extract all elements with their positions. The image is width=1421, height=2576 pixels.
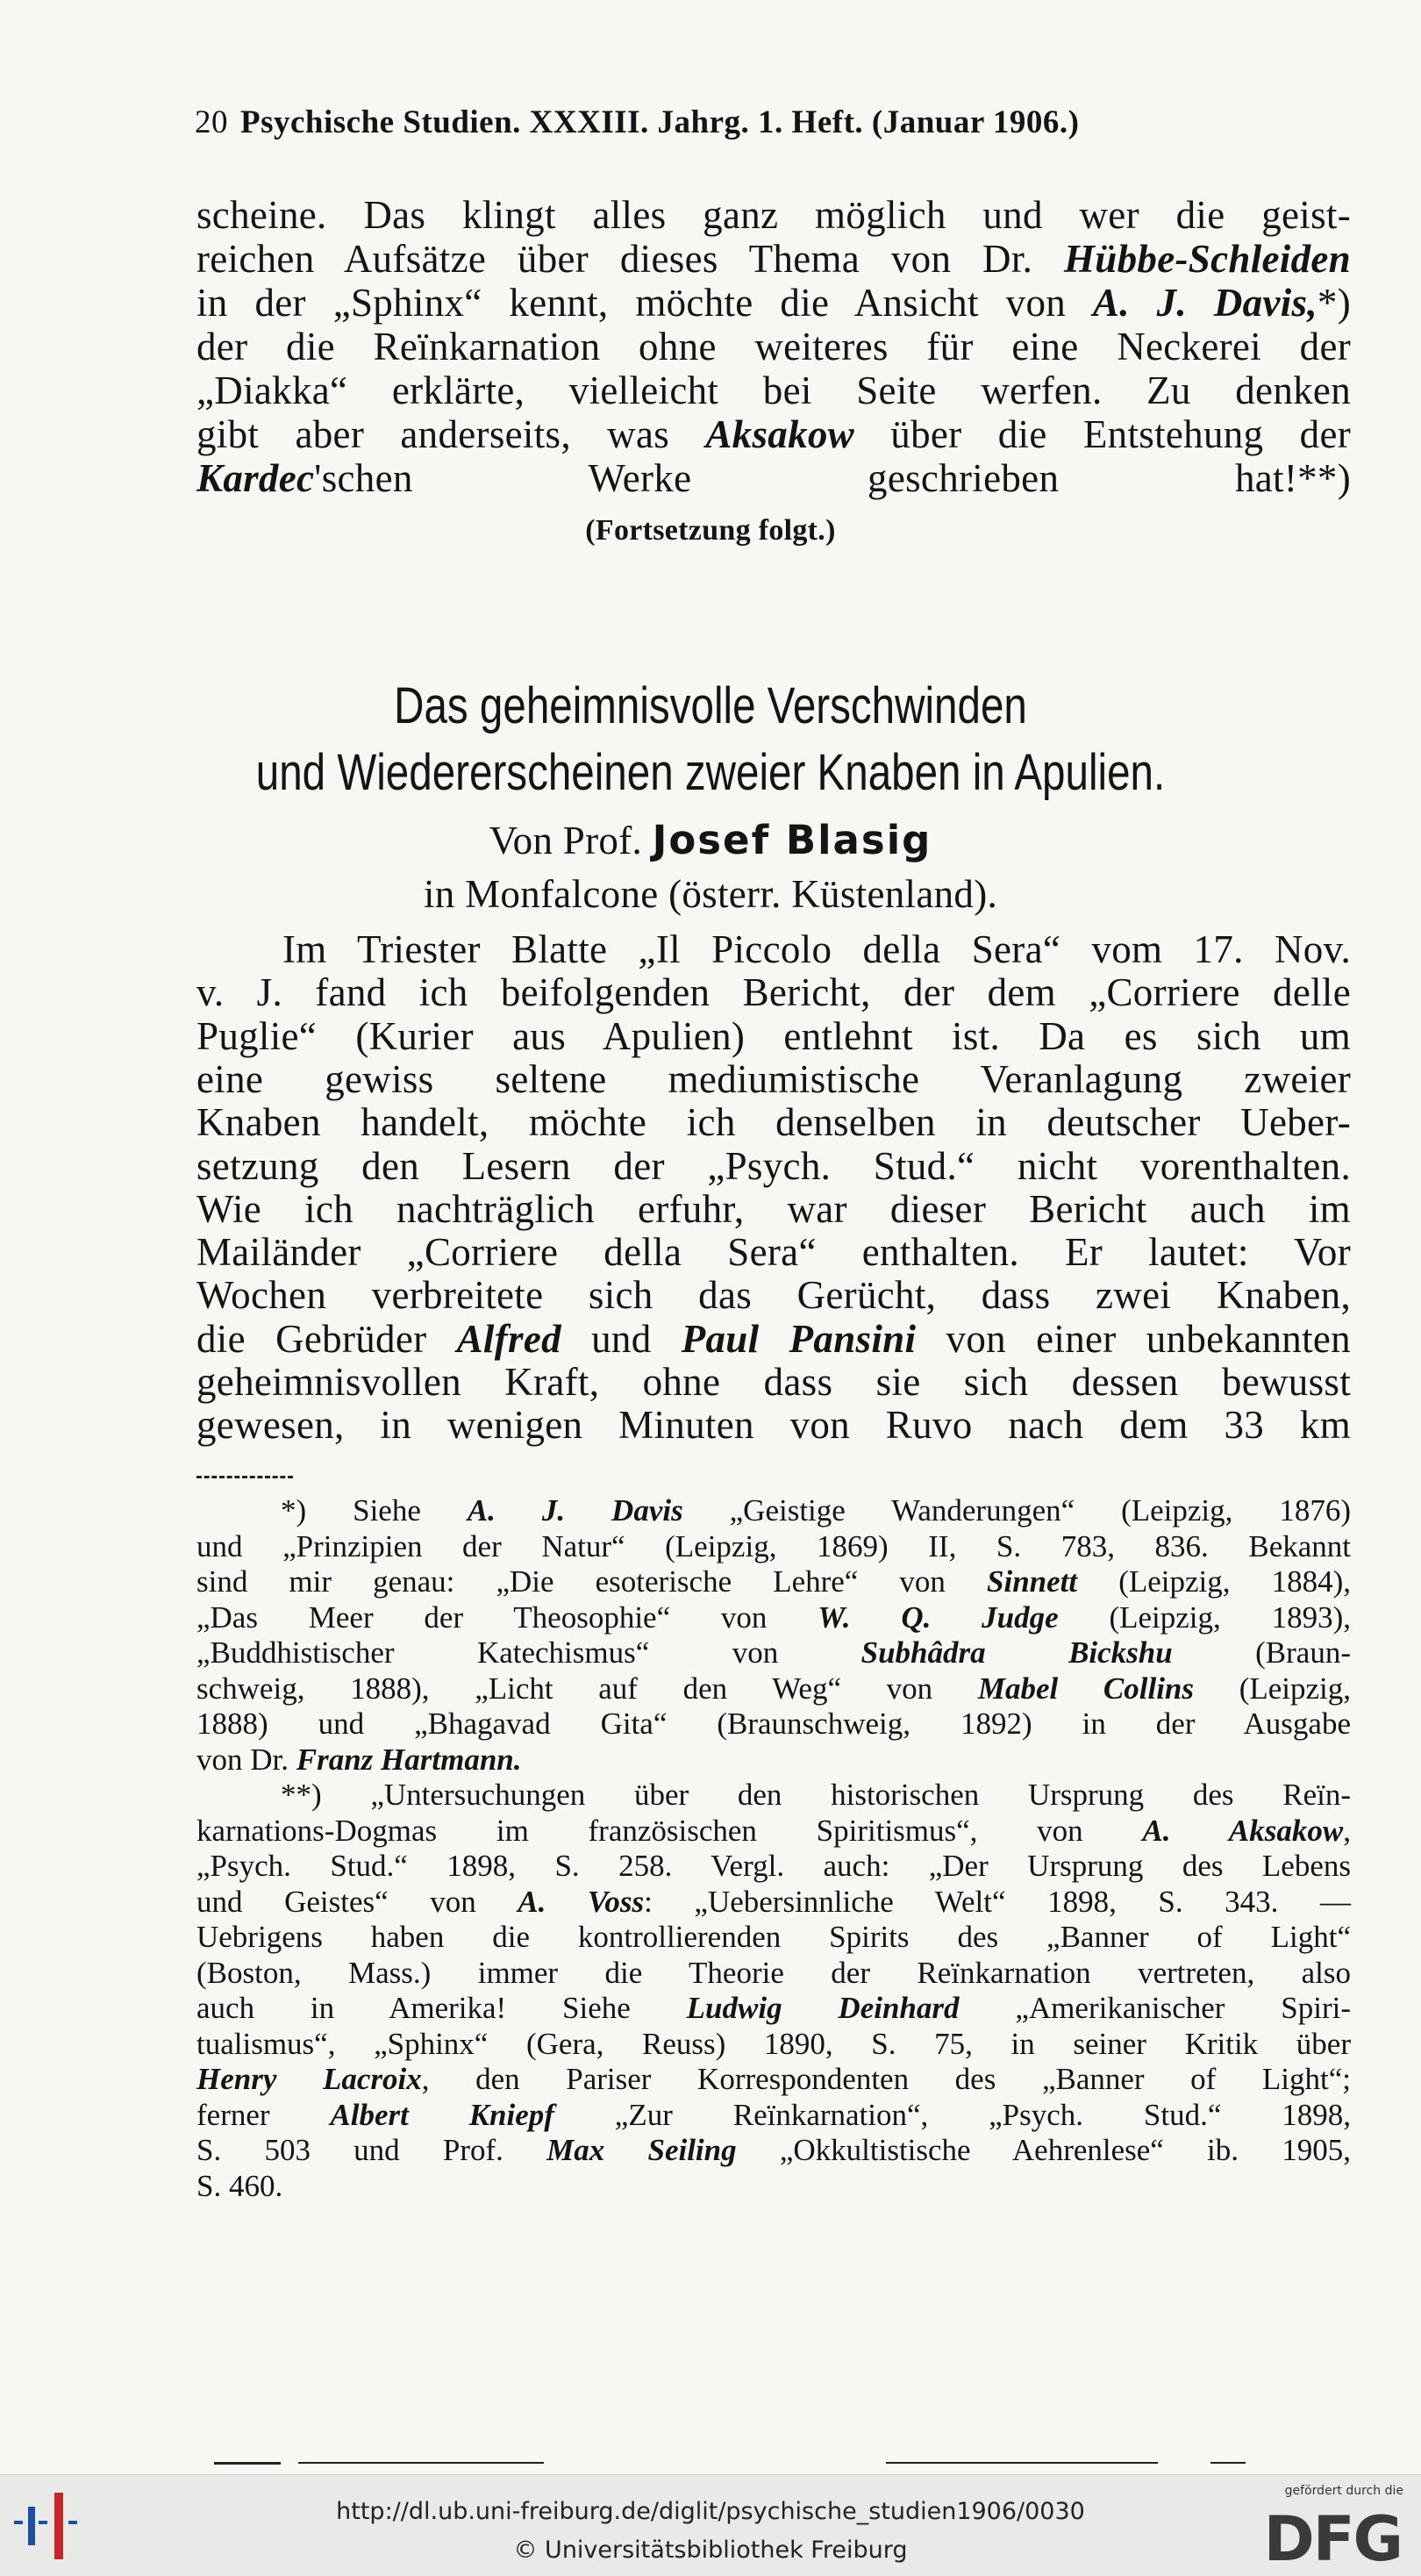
text-run: Wochen verbreitete sich das Gerücht, dass zwei Knaben, [196, 1273, 1351, 1318]
running-title: Psychische Studien. XXXIII. Jahrg. 1. Heft. (Januar 1906.) [240, 104, 1080, 140]
text-run: (Boston, Mass.) immer die Theorie der Reïnkarnation vertreten, also [196, 1955, 1351, 1990]
name-italic: A. J. Davis, [1092, 281, 1317, 325]
text-run: (Braun- [1172, 1635, 1351, 1670]
text-line [196, 193, 1351, 237]
name-italic: Alfred [456, 1316, 561, 1361]
footnote-line [281, 1493, 1351, 1528]
text-run: „Okkultistische Aehrenlese“ ib. 1905, [736, 2133, 1351, 2167]
funding-caption: gefördert durch die [1284, 2484, 1403, 2498]
text-run: und [561, 1316, 682, 1361]
body-line [196, 970, 1351, 1014]
text-run: Knaben handelt, möchte ich denselben in deutscher Ueber- [196, 1100, 1351, 1145]
text-run: „Diakka“ erklärte, vielleicht bei Seite werfen. Zu denken [196, 369, 1351, 412]
text-run: S. 460. [196, 2168, 283, 2203]
text-run: **) „Untersuchungen über den historischen Ursprung des Reïn- [281, 1778, 1351, 1812]
name-italic: Sinnett [987, 1564, 1078, 1599]
body-line [196, 1144, 1351, 1188]
body-line [196, 1057, 1351, 1101]
footnote-line [196, 1564, 1351, 1599]
text-run: Wie ich nachträglich erfuhr, war dieser Bericht auch im [196, 1186, 1351, 1231]
name-italic: Max Seiling [546, 2133, 737, 2167]
name-italic: Aksakow [705, 412, 854, 456]
footnote-line [196, 2027, 1351, 2062]
text-run: reichen Aufsätze über dieses Thema von Dr. [196, 237, 1064, 281]
text-run: , [1343, 1813, 1351, 1848]
text-run: karnations-Dogmas im französischen Spiritismus“, von [196, 1813, 1143, 1848]
footnote-line [196, 2062, 1351, 2097]
text-run: 1888) und „Bhagavad Gita“ (Braunschweig, 1892) in der Ausgabe [196, 1707, 1351, 1741]
text-line [196, 369, 1351, 412]
body-line [196, 1187, 1351, 1231]
text-run: von einer unbekannten [916, 1316, 1351, 1361]
text-run: tualismus“, „Sphinx“ (Gera, Reuss) 1890, S. 75, in seiner Kritik über [196, 2026, 1351, 2061]
text-run: „Buddhistischer Katechismus“ von [196, 1635, 861, 1670]
name-italic: Franz Hartmann. [296, 1742, 522, 1777]
body-line [196, 1230, 1351, 1274]
text-run: setzung den Lesern der „Psych. Stud.“ nicht vorenthalten. [196, 1143, 1351, 1188]
byline [0, 819, 1421, 862]
footnote-line [196, 1635, 1351, 1671]
text-run: scheine. Das klingt alles ganz möglich und wer die geist- [196, 193, 1351, 237]
permalink-url[interactable]: http://dl.ub.uni-freiburg.de/diglit/psychische_studien1906/0030 [336, 2498, 1085, 2525]
page-edge-mark [214, 2462, 281, 2465]
article-title-line-1: Das geheimnisvolle Verschwinden [394, 677, 1027, 734]
footnote-line [196, 1707, 1351, 1742]
name-italic: A. Voss [518, 1884, 645, 1919]
text-run: : „Uebersinnliche Welt“ 1898, S. 343. — [644, 1884, 1351, 1919]
text-run: gewesen, in wenigen Minuten von Ruvo nach dem 33 km [196, 1403, 1351, 1448]
text-run: „Amerikanischer Spiri- [959, 1991, 1352, 2025]
byline-prefix: Von Prof. [489, 819, 653, 862]
text-run: geheimnisvollen Kraft, ohne dass sie sich dessen bewusst [196, 1360, 1351, 1404]
name-italic: Hübbe-Schleiden [1064, 237, 1351, 281]
text-run: Mailänder „Corriere della Sera“ enthalten. Er lautet: Vor [196, 1230, 1351, 1275]
body-line [282, 927, 1351, 971]
text-run: *) Siehe [281, 1493, 468, 1528]
name-italic: A. J. Davis [467, 1493, 683, 1528]
text-run: und „Prinzipien der Natur“ (Leipzig, 1869) II, S. 783, 836. Bekannt [196, 1528, 1351, 1563]
viewer-footer [0, 2474, 1421, 2576]
footnote-line [196, 1742, 1351, 1778]
text-run: Puglie“ (Kurier aus Apulien) entlehnt ist. Da es sich um [196, 1013, 1351, 1058]
name-italic: Ludwig Deinhard [686, 1991, 960, 2025]
text-line [196, 456, 1351, 500]
name-italic: Mabel Collins [977, 1671, 1195, 1706]
text-run: , den Pariser Korrespondenten des „Banner of Light“; [421, 2062, 1351, 2096]
name-italic: Kardec [196, 456, 315, 500]
footnote-line [196, 1920, 1351, 1955]
footnote-line [196, 2098, 1351, 2133]
text-run: (Leipzig, 1884), [1077, 1564, 1351, 1599]
text-run: von Dr. [196, 1742, 296, 1777]
text-run: gibt aber anderseits, was [196, 412, 706, 456]
footnote-line [196, 2169, 1351, 2204]
text-run: eine gewiss seltene mediumistische Veranlagung zweier [196, 1056, 1351, 1101]
text-run: (Leipzig, 1893), [1058, 1599, 1351, 1635]
text-run: 'schen Werke geschrieben hat!**) [314, 456, 1351, 500]
text-line [196, 412, 1351, 456]
name-italic: Albert Kniepf [330, 2097, 554, 2132]
footnote-line [196, 1529, 1351, 1564]
body-line [196, 1100, 1351, 1144]
author-name: Josef Blasig [652, 817, 932, 863]
name-italic: Subhâdra Bickshu [860, 1635, 1173, 1670]
text-run: v. J. fand ich beifolgenden Bericht, der dem „Corriere delle [196, 970, 1351, 1015]
body-line [196, 1273, 1351, 1317]
copyright-notice: © Universitätsbibliothek Freiburg [513, 2537, 908, 2564]
text-run: „Zur Reïnkarnation“, „Psych. Stud.“ 1898, [553, 2097, 1351, 2132]
footnote-line [196, 1849, 1351, 1884]
text-run: „Geistige Wanderungen“ (Leipzig, 1876) [682, 1493, 1352, 1528]
body-line [196, 1403, 1351, 1447]
footnote-line [196, 1814, 1351, 1849]
footnote-line [196, 1885, 1351, 1920]
name-italic: Henry Lacroix [196, 2062, 422, 2096]
text-line [196, 325, 1351, 369]
continuation-note: (Fortsetzung folgt.) [585, 514, 836, 547]
text-run: *) [1317, 281, 1351, 325]
body-line [196, 1317, 1351, 1361]
text-run: und Geistes“ von [196, 1884, 518, 1919]
text-run: ferner [196, 2097, 331, 2132]
text-run: Im Triester Blatte „Il Piccolo della Sera“ vom 17. Nov. [282, 927, 1351, 971]
footnote-separator [196, 1476, 293, 1478]
name-italic: W. Q. Judge [818, 1599, 1059, 1635]
text-run: über die Entstehung der [854, 412, 1351, 456]
text-line [196, 281, 1351, 325]
text-run: Uebrigens haben die kontrollierenden Spirits des „Banner of Light“ [196, 1920, 1351, 1954]
name-italic: Paul Pansini [681, 1316, 917, 1361]
page-edge-mark [298, 2462, 544, 2464]
footnote-line [196, 1600, 1351, 1635]
text-run: „Psych. Stud.“ 1898, S. 258. Vergl. auch: „Der Ursprung des Lebens [196, 1849, 1351, 1883]
footnote-line [196, 1991, 1351, 2026]
text-run: S. 503 und Prof. [196, 2133, 547, 2167]
text-run: in der „Sphinx“ kennt, möchte die Ansicht von [196, 281, 1093, 325]
text-run: (Leipzig, [1194, 1671, 1351, 1706]
footnote-line [196, 2133, 1351, 2168]
dfg-logo[interactable]: DFG [1263, 2503, 1402, 2575]
text-run: der die Reïnkarnation ohne weiteres für eine Neckerei der [196, 325, 1351, 369]
footnote-line [281, 1778, 1351, 1813]
footnote-line [196, 1671, 1351, 1707]
page-edge-mark [886, 2462, 1158, 2464]
running-header [195, 104, 1353, 141]
body-line [196, 1014, 1351, 1058]
text-run: sind mir genau: „Die esoterische Lehre“ von [196, 1564, 988, 1599]
footnote-line [196, 1956, 1351, 1991]
text-run: „Das Meer der Theosophie“ von [196, 1599, 818, 1635]
author-affiliation: in Monfalcone (österr. Küstenland). [423, 872, 998, 916]
text-run: schweig, 1888), „Licht auf den Weg“ von [196, 1671, 978, 1706]
body-line [196, 1360, 1351, 1404]
name-italic: A. Aksakow [1142, 1813, 1344, 1848]
article-title-line-2: und Wiedererscheinen zweier Knaben in Apulien. [255, 744, 1166, 801]
text-line [196, 237, 1351, 281]
text-run: auch in Amerika! Siehe [196, 1991, 687, 2025]
page-number: 20 [195, 104, 228, 140]
text-run: die Gebrüder [196, 1316, 457, 1361]
page-edge-mark [1210, 2462, 1246, 2464]
